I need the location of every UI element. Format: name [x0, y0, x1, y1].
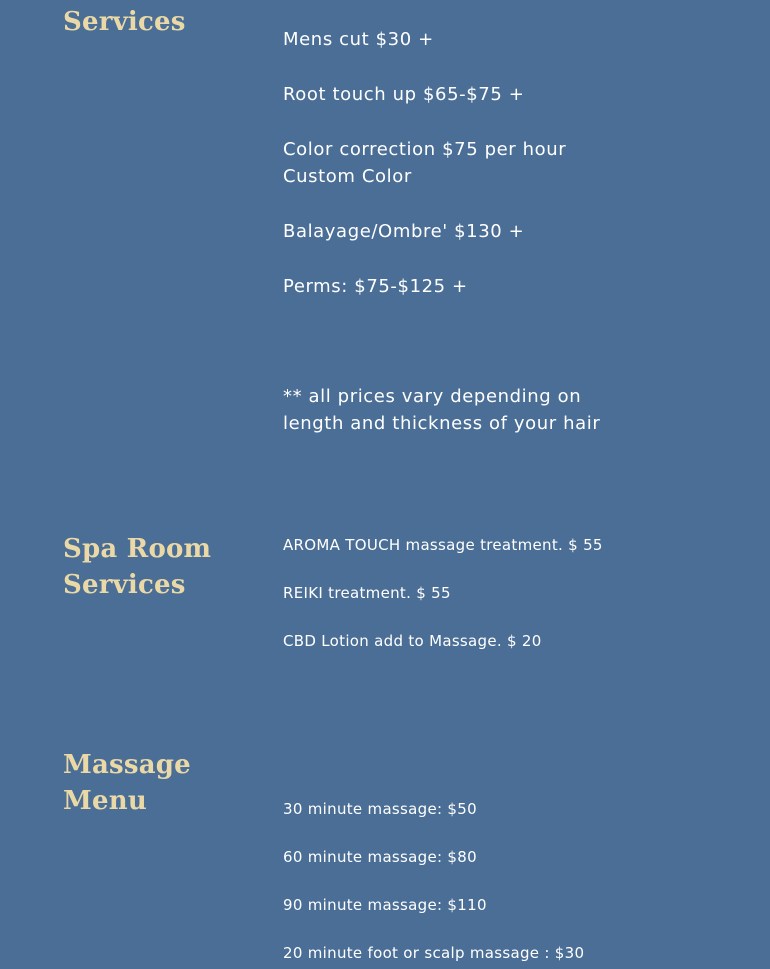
spa-services-heading: Services	[63, 570, 186, 600]
service-balayage: Balayage/Ombre' $130 +	[283, 221, 525, 242]
price-note-line-1: ** all prices vary depending on	[283, 386, 582, 407]
massage-60-minute: 60 minute massage: $80	[283, 848, 477, 866]
price-note-line-2: length and thickness of your hair	[283, 413, 601, 434]
service-color-correction: Color correction $75 per hour	[283, 139, 567, 160]
massage-30-minute: 30 minute massage: $50	[283, 800, 477, 818]
spa-aroma-touch: AROMA TOUCH massage treatment. $ 55	[283, 536, 603, 554]
service-mens-cut: Mens cut $30 +	[283, 29, 434, 50]
service-custom-color: Custom Color	[283, 166, 412, 187]
services-heading: Services	[63, 7, 186, 37]
service-perms: Perms: $75-$125 +	[283, 276, 468, 297]
spa-room-heading: Spa Room	[63, 534, 212, 564]
menu-heading: Menu	[63, 786, 147, 816]
massage-foot-scalp: 20 minute foot or scalp massage : $30	[283, 944, 585, 962]
massage-90-minute: 90 minute massage: $110	[283, 896, 487, 914]
spa-reiki: REIKI treatment. $ 55	[283, 584, 451, 602]
service-root-touch-up: Root touch up $65-$75 +	[283, 84, 525, 105]
spa-cbd-lotion: CBD Lotion add to Massage. $ 20	[283, 632, 542, 650]
massage-heading: Massage	[63, 750, 191, 780]
